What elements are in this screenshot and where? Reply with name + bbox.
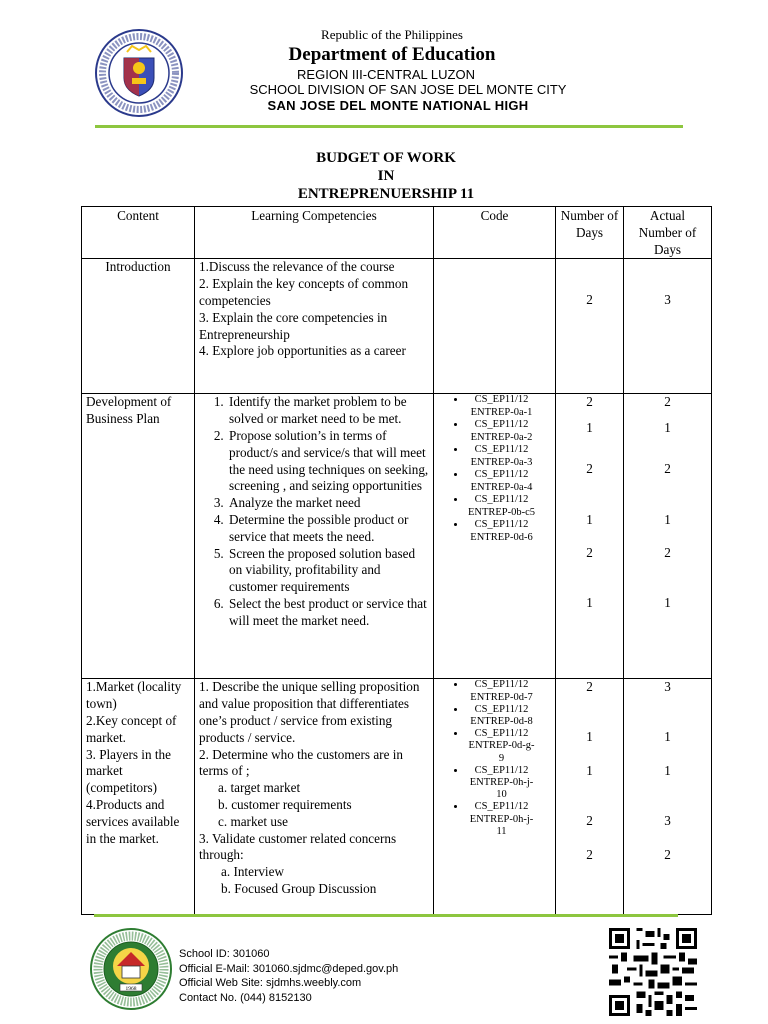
qr-code-icon: [609, 928, 697, 1016]
actual-value: 2: [664, 545, 671, 561]
code-item: • CS_EP11/12 ENTREP-0d-8: [466, 704, 537, 728]
actual-value: 1: [664, 595, 671, 611]
content-item: 3. Players in the market (competitors): [86, 746, 171, 796]
competency-item: 5. Screen the proposed solution based on viability, profitability and customer requirements: [227, 546, 429, 596]
competency-subitem: b. customer requirements: [218, 796, 352, 812]
footer-contact-no: Contact No. (044) 8152130: [179, 991, 312, 1004]
code-item: • CS_EP11/12 ENTREP-0d-g-9: [466, 728, 537, 765]
header-days: Number of Days: [556, 207, 624, 259]
day-value: 1: [586, 729, 593, 745]
content-item: 1.Market (locality town): [86, 679, 182, 712]
header-school: SAN JOSE DEL MONTE NATIONAL HIGH: [267, 98, 529, 113]
row2-days: [556, 394, 624, 679]
code-item: • CS_EP11/12 ENTREP-0a-1: [466, 394, 537, 419]
header-content: Content: [82, 207, 195, 259]
code-item: • CS_EP11/12 ENTREP-0h-j-11: [466, 801, 537, 838]
competency-item: 1. Describe the unique selling proposition and value proposition that differentiates one’s product / service from existing products / service.: [199, 679, 420, 745]
row2-competencies: [195, 394, 434, 679]
competency-subitem: a. target market: [218, 780, 301, 796]
row1-content: Introduction: [82, 259, 195, 394]
competency-subitem: b. Focused Group Discussion: [221, 880, 377, 896]
row3-days: [556, 679, 624, 915]
day-value: 2: [586, 847, 593, 863]
actual-value: 3: [664, 813, 671, 829]
header-department: Department of Education: [288, 44, 496, 65]
day-value: 1: [586, 595, 593, 611]
school-seal-icon: [90, 928, 172, 1010]
actual-value: 1: [664, 763, 671, 779]
header-division: SCHOOL DIVISION OF SAN JOSE DEL MONTE CITY: [249, 82, 567, 97]
actual-value: 1: [664, 420, 671, 436]
day-value: 2: [586, 545, 593, 561]
actual-value: 1: [664, 512, 671, 528]
header-code: Code: [434, 207, 556, 259]
code-item: • CS_EP11/12 ENTREP-0a-4: [466, 469, 537, 494]
header-actual: Actual Number of Days: [624, 207, 712, 259]
row3-codes: [434, 679, 556, 915]
day-value: 1: [586, 512, 593, 528]
competency-subitem: c. market use: [218, 813, 288, 829]
competency-item: 4. Explore job opportunities as a career: [199, 343, 406, 359]
code-item: • CS_EP11/12 ENTREP-0d-7: [466, 679, 537, 703]
competency-item: 3. Explain the core competencies in Entrepreneurship: [199, 309, 388, 342]
row1-code: [434, 259, 556, 394]
actual-value: 2: [664, 394, 671, 410]
row1-competencies: [195, 259, 434, 394]
footer-website: Official Web Site: sjdmhs.weebly.com: [179, 977, 362, 989]
budget-of-work-table: [81, 206, 712, 915]
code-item: • CS_EP11/12 ENTREP-0d-6: [466, 519, 537, 544]
competency-item: 6. Select the best product or service that will meet the market need.: [227, 596, 429, 630]
competency-item: 4. Determine the possible product or service that meets the need.: [227, 512, 429, 546]
competency-item: 3. Validate customer related concerns through:: [199, 830, 397, 863]
day-value: 2: [586, 813, 593, 829]
table-row: [82, 259, 712, 394]
competency-item: 1. Identify the market problem to be solved or market need to be met.: [227, 394, 429, 428]
content-item: 4.Products and services available in the market.: [86, 796, 180, 846]
row3-content: [82, 679, 195, 915]
title-line-3: ENTREPRENUERSHIP 11: [297, 186, 475, 202]
row2-actual: [624, 394, 712, 679]
row3-actual: [624, 679, 712, 915]
day-value: 2: [586, 461, 593, 477]
table-header-row: [82, 207, 712, 259]
day-value: 2: [586, 679, 593, 695]
competency-item: 2. Propose solution’s in terms of product/s and service/s that will meet the need using techniques on seeking, screening , and seizing opportunities: [227, 428, 429, 495]
competency-subitem: a. Interview: [221, 864, 284, 880]
competency-item: 2. Determine who the customers are in terms of ;: [199, 746, 403, 779]
title-line-1: BUDGET OF WORK: [316, 150, 456, 166]
code-item: • CS_EP11/12 ENTREP-0h-j-10: [466, 765, 537, 802]
competency-item: 3. Analyze the market need: [227, 495, 429, 512]
day-value: 2: [586, 394, 593, 410]
actual-value: 1: [664, 729, 671, 745]
table-row: [82, 394, 712, 679]
header-region: REGION III-CENTRAL LUZON: [297, 67, 475, 82]
day-value: 1: [586, 763, 593, 779]
footer-email: Official E-Mail: 301060.sjdmc@deped.gov.ph: [179, 962, 399, 975]
footer-divider: [94, 914, 678, 917]
code-item: • CS_EP11/12 ENTREP-0a-3: [466, 444, 537, 469]
header-competencies: Learning Competencies: [195, 207, 434, 259]
actual-value: 2: [664, 847, 671, 863]
document-title: [0, 149, 768, 203]
content-item: 2.Key concept of market.: [86, 712, 177, 745]
footer-contact: [179, 947, 398, 1005]
seal-year: 1968: [125, 986, 137, 992]
header-republic: Republic of the Philippines: [321, 27, 463, 42]
table-row: [82, 679, 712, 915]
row2-content: Development of Business Plan: [82, 394, 195, 679]
row2-codes: [434, 394, 556, 679]
code-item: • CS_EP11/12 ENTREP-0b-c5: [466, 494, 537, 519]
competency-item: 1.Discuss the relevance of the course: [199, 259, 395, 275]
actual-value: 2: [664, 461, 671, 477]
title-line-2: IN: [377, 168, 395, 184]
row1-actual: 3: [624, 259, 712, 394]
actual-value: 3: [664, 679, 671, 695]
row1-days: 2: [556, 259, 624, 394]
header-divider: [95, 125, 683, 128]
code-item: • CS_EP11/12 ENTREP-0a-2: [466, 419, 537, 444]
footer-school-id: School ID: 301060: [179, 948, 270, 960]
competency-item: 2. Explain the key concepts of common competencies: [199, 276, 409, 308]
row3-competencies: [195, 679, 434, 915]
day-value: 1: [586, 420, 593, 436]
